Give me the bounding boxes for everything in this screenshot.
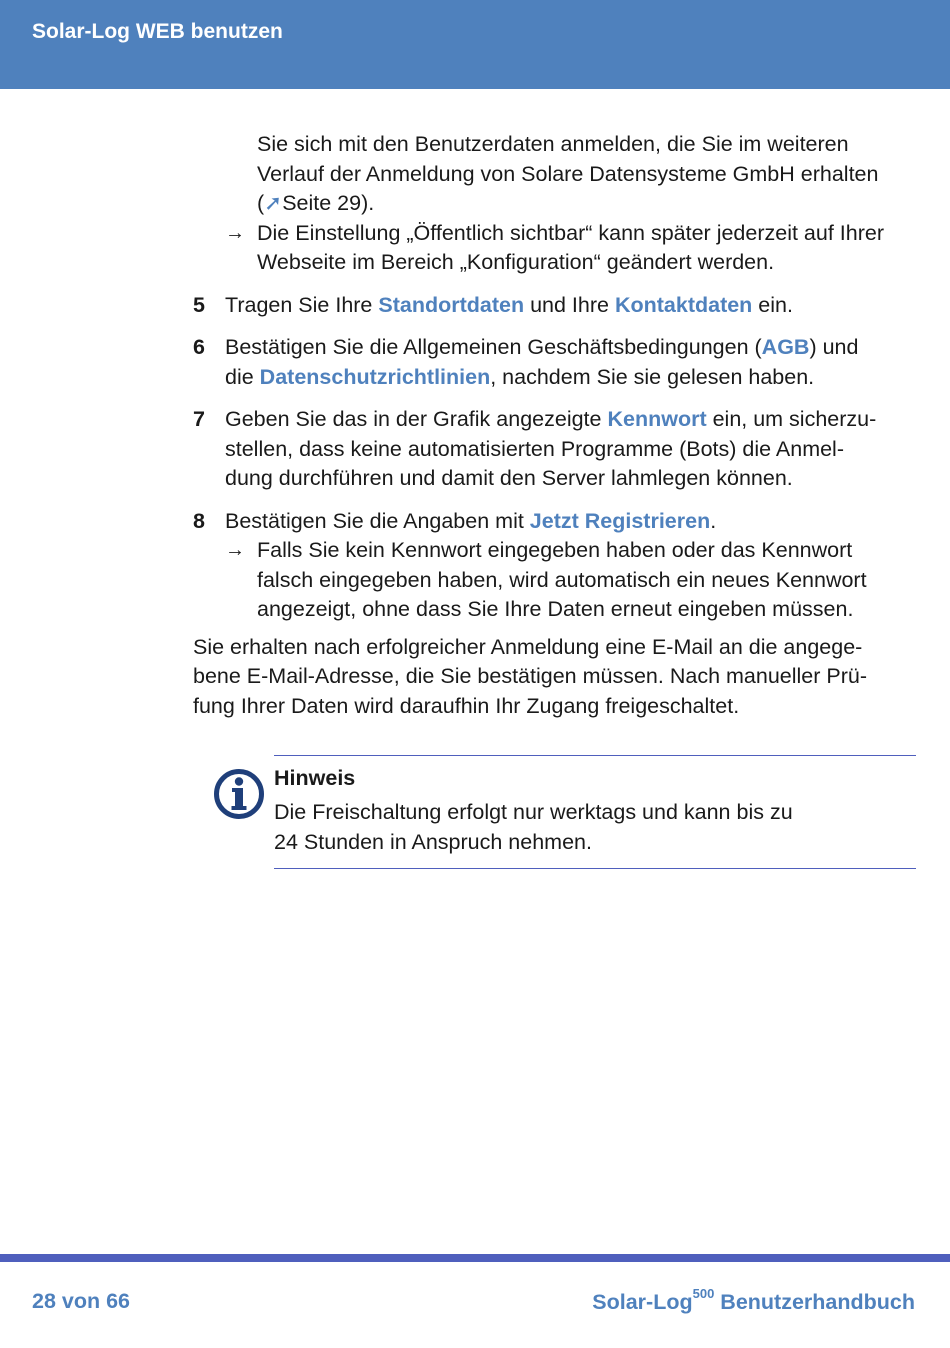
text-line bbox=[225, 363, 923, 393]
step-8 bbox=[193, 507, 923, 625]
text-span: Solar-Log bbox=[592, 1290, 693, 1315]
continued-paragraph bbox=[193, 130, 923, 219]
footer-rule bbox=[0, 1254, 950, 1262]
text-span: ein. bbox=[752, 292, 793, 317]
text-span: Benutzerhandbuch bbox=[714, 1290, 915, 1315]
header-bar bbox=[0, 0, 950, 89]
arrow-right-icon: → bbox=[225, 221, 245, 244]
text-line bbox=[225, 291, 923, 321]
manual-title bbox=[592, 1286, 915, 1315]
text-span: Geben Sie das in der Grafik angezeigte bbox=[225, 407, 608, 431]
text-line: Sie erhalten nach erfolgreicher Anmeldung eine E-Mail an die angege- bbox=[193, 634, 863, 659]
step-number: 5 bbox=[193, 292, 205, 317]
step-number: 7 bbox=[193, 407, 205, 431]
step-number: 8 bbox=[193, 508, 205, 533]
text-line bbox=[225, 405, 923, 435]
text-span: die bbox=[225, 364, 260, 389]
step-6 bbox=[193, 333, 923, 392]
ui-term-jetzt-registrieren: Jetzt Registrieren bbox=[529, 508, 711, 533]
text-span: ) und bbox=[809, 335, 859, 359]
text-line: Verlauf der Anmeldung von Solare Datensysteme GmbH erhalten bbox=[257, 161, 879, 186]
text-span: Bestätigen Sie die Allgemeinen Geschäftsbedingungen ( bbox=[225, 335, 762, 359]
text-line: fung Ihrer Daten wird daraufhin Ihr Zugang freigeschaltet. bbox=[193, 693, 740, 718]
text-line: 24 Stunden in Anspruch nehmen. bbox=[274, 829, 592, 854]
note-box bbox=[274, 755, 916, 869]
text-line: Sie sich mit den Benutzerdaten anmelden, die Sie im weiteren bbox=[257, 132, 849, 156]
ui-term-kennwort: Kennwort bbox=[607, 407, 707, 431]
document-body bbox=[193, 130, 923, 721]
text-line: Die Einstellung „Öffentlich sichtbar“ kann später jederzeit auf Ihrer bbox=[257, 220, 884, 245]
text-line: falsch eingegeben haben, wird automatisch ein neues Kennwort bbox=[257, 567, 867, 592]
page-link-arrow-icon[interactable]: ➚ bbox=[264, 191, 283, 215]
text-span: Tragen Sie Ihre bbox=[225, 292, 379, 317]
text-line: Webseite im Bereich „Konfiguration“ geändert werden. bbox=[257, 250, 775, 274]
text-span: und Ihre bbox=[524, 292, 615, 317]
text-span: Bestätigen Sie die Angaben mit bbox=[225, 508, 530, 533]
text-span: , nachdem Sie sie gelesen haben. bbox=[490, 364, 815, 389]
text-line: dung durchführen und damit den Server lahmlegen können. bbox=[225, 466, 793, 490]
text-span: ( bbox=[257, 191, 265, 215]
step-5 bbox=[193, 291, 923, 321]
page-reference-link[interactable]: Seite 29). bbox=[282, 191, 375, 215]
text-line: stellen, dass keine automatisierten Programme (Bots) die Anmel- bbox=[225, 436, 844, 461]
ui-term-datenschutzrichtlinien: Datenschutzrichtlinien bbox=[259, 364, 491, 389]
result-arrow-item bbox=[225, 536, 923, 625]
step-number: 6 bbox=[193, 335, 205, 359]
text-line: bene E-Mail-Adresse, die Sie bestätigen müssen. Nach manueller Prü- bbox=[193, 664, 867, 688]
text-line bbox=[257, 189, 923, 219]
ui-term-kontaktdaten: Kontaktdaten bbox=[614, 292, 753, 317]
text-span: ein, um sicherzu- bbox=[706, 407, 877, 431]
model-superscript: 500 bbox=[692, 1286, 715, 1301]
text-line: Die Freischaltung erfolgt nur werktags und kann bis zu bbox=[274, 800, 793, 824]
info-icon bbox=[213, 768, 265, 820]
arrow-right-icon: → bbox=[225, 539, 245, 561]
page-number: 28 von 66 bbox=[32, 1289, 130, 1313]
result-arrow-item bbox=[193, 219, 923, 278]
step-7 bbox=[193, 405, 923, 494]
note-text bbox=[274, 798, 874, 857]
note-title: Hinweis bbox=[274, 766, 356, 790]
closing-paragraph bbox=[193, 633, 923, 722]
text-span: . bbox=[710, 508, 717, 533]
text-line: angezeigt, ohne dass Sie Ihre Daten erneut eingeben müssen. bbox=[257, 597, 854, 621]
header-title: Solar-Log WEB benutzen bbox=[32, 20, 283, 43]
text-line bbox=[225, 333, 923, 363]
text-line: Falls Sie kein Kennwort eingegeben haben oder das Kennwort bbox=[257, 538, 853, 562]
ui-term-agb: AGB bbox=[761, 335, 810, 359]
ui-term-standortdaten: Standortdaten bbox=[378, 292, 525, 317]
text-line bbox=[225, 507, 923, 537]
